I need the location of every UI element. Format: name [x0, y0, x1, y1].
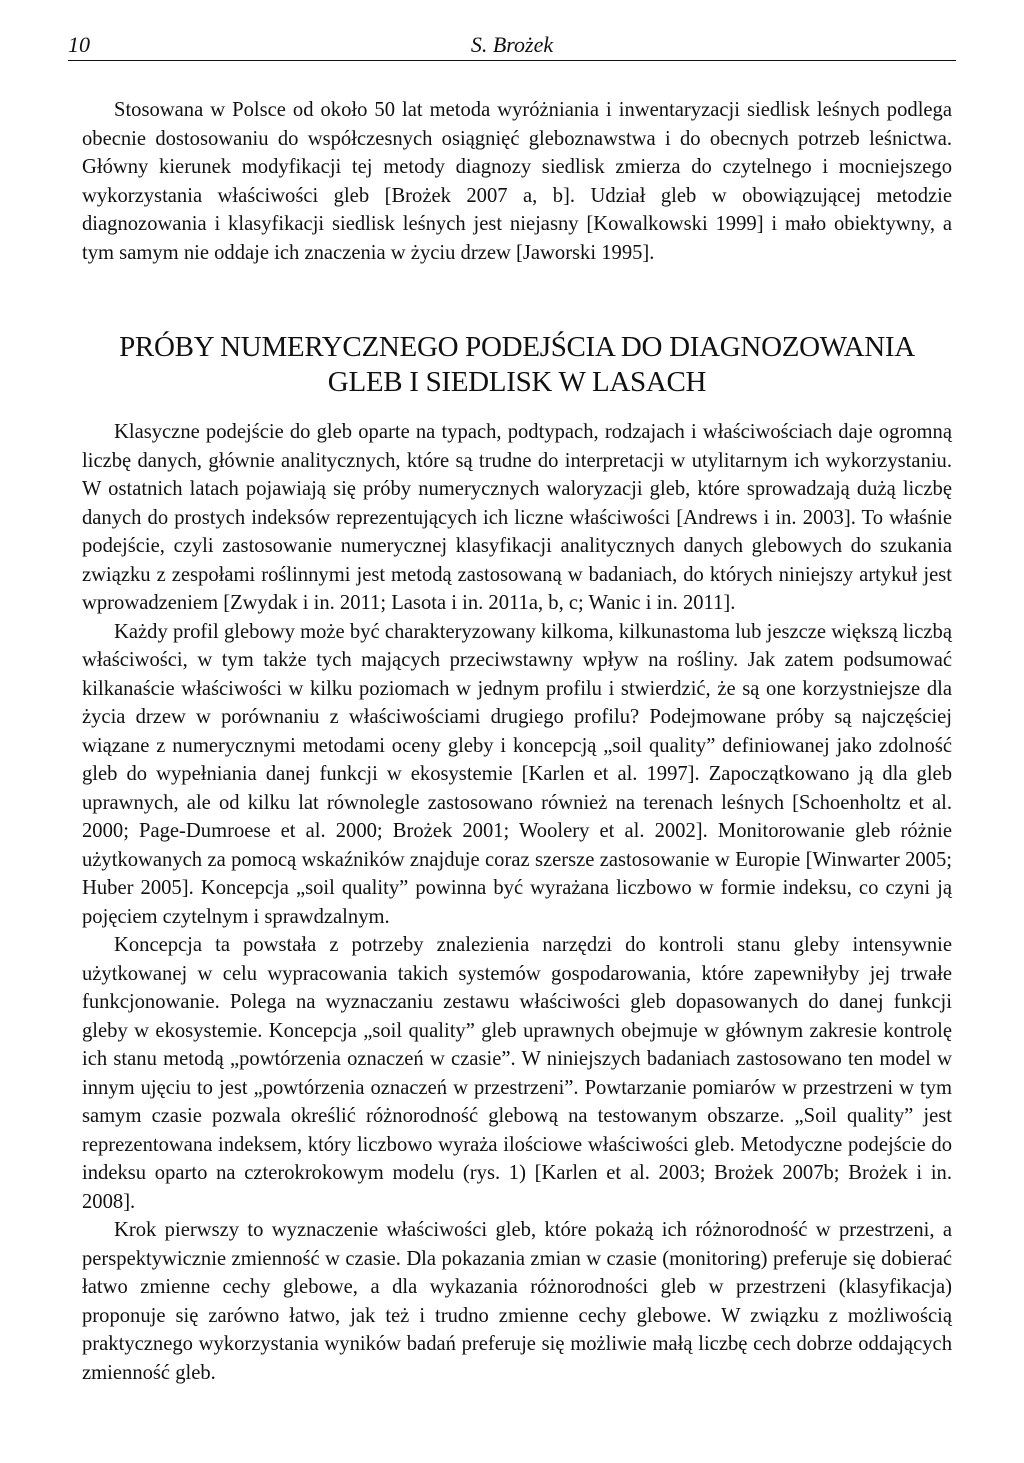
running-header [68, 26, 956, 61]
section-heading [82, 330, 952, 400]
page-number: 10 [68, 32, 90, 57]
running-author: S. Brożek [470, 32, 554, 57]
section-heading-line-2: GLEB I SIEDLISK W LASACH [327, 366, 707, 398]
intro-paragraph: Stosowana w Polsce od około 50 lat metoda wyróżniania i inwentaryzacji siedlisk leśnych podlega obecnie dostosowaniu do współczesnych osiągnięć gleboznawstwa i do obecnych potrzeb leśnictwa. Główny kierunek modyfikacji tej metody diagnozy siedlisk zmierza do czytelnego i mocniejszego wykorzystania właściwości gleb [Brożek 2007 a, b]. Udział gleb w obowiązującej metodzie diagnozowania i klasyfikacji siedlisk leśnych jest niejasny [Kowalkowski 1999] i mało obiektywny, a tym samym nie oddaje ich znaczenia w życiu drzew [Jaworski 1995]. [82, 99, 952, 264]
section-paragraph-3: Koncepcja ta powstała z potrzeby znalezienia narzędzi do kontroli stanu gleby intensywnie użytkowanej w celu wypracowania takich systemów gospodarowania, które zapewniłyby jej trwałe funkcjonowanie. Polega na wyznaczaniu zestawu właściwości gleb dopasowanych do danej funkcji gleby w ekosystemie. Koncepcja „soil quality” gleb uprawnych obejmuje w głównym zakresie kontrolę ich stanu metodą „powtórzenia oznaczeń w czasie”. W niniejszych badaniach zastosowano ten model w innym ujęciu to jest „powtórzenia oznaczeń w przestrzeni”. Powtarzanie pomiarów w przestrzeni w tym samym czasie pozwala określić różnorodność glebową na testowanym obszarze. „Soil quality” jest reprezentowana indeksem, który liczbowo wyraża ilościowe właściwości gleb. Metodyczne podejście do indeksu oparto na czterokrokowym modelu (rys. 1) [Karlen et al. 2003; Brożek 2007b; Brożek i in. 2008]. [82, 934, 952, 1213]
section-heading-line-1: PRÓBY NUMERYCZNEGO PODEJŚCIA DO DIAGNOZOWANIA [119, 331, 915, 363]
section-paragraph-2: Każdy profil glebowy może być charakteryzowany kilkoma, kilkunastoma lub jeszcze większą liczbą właściwości, w tym także tych mających przeciwstawny wpływ na rośliny. Jak zatem podsumować kilkanaście właściwości w kilku poziomach w jednym profilu i stwierdzić, że są one korzystniejsze dla życia drzew w porównaniu z właściwościami drugiego profilu? Podejmowane próby są najczęściej wiązane z numerycznymi metodami oceny gleby i koncepcją „soil quality” definiowanej jako zdolność gleb do wypełniania danej funkcji w ekosystemie [Karlen et al. 1997]. Zapoczątkowano ją dla gleb uprawnych, ale od kilku lat równolegle zastosowano również na terenach leśnych [Schoenholtz et al. 2000; Page-Dumroese et al. 2000; Brożek 2001; Woolery et al. 2002]. Monitorowanie gleb różnie użytkowanych za pomocą wskaźników znajduje coraz szersze zastosowanie w Europie [Winwarter 2005; Huber 2005]. Koncepcja „soil quality” powinna być wyrażana liczbowo w formie indeksu, co czyni ją pojęciem czytelnym i sprawdzalnym. [82, 620, 952, 928]
section-body [82, 418, 952, 1387]
intro-block [82, 96, 952, 267]
section-paragraph-4: Krok pierwszy to wyznaczenie właściwości gleb, które pokażą ich różnorodność w przestrzeni, a perspektywicznie zmienność w czasie. Dla pokazania zmian w czasie (monitoring) preferuje się dobierać łatwo zmienne cechy glebowe, a dla wykazania różnorodności gleb w przestrzeni (klasyfikacja) proponuje się zarówno łatwo, jak też i trudno zmienne cechy glebowe. W związku z możliwością praktycznego wykorzystania wyników badań preferuje się możliwie małą liczbę cech dobrze oddających zmienność gleb. [82, 1219, 952, 1384]
section-paragraph-1: Klasyczne podejście do gleb oparte na typach, podtypach, rodzajach i właściwościach daje ogromną liczbę danych, głównie analitycznych, które są trudne do interpretacji w utylitarnym ich wykorzystaniu. W ostatnich latach pojawiają się próby numerycznych waloryzacji gleb, które sprowadzają dużą liczbę danych do prostych indeksów reprezentujących ich liczne właściwości [Andrews i in. 2003]. To właśnie podejście, czyli zastosowanie numerycznej klasyfikacji analitycznych danych glebowych do szukania związku z zespołami roślinnymi jest metodą zastosowaną w badaniach, do których niniejszy artykuł jest wprowadzeniem [Zwydak i in. 2011; Lasota i in. 2011a, b, c; Wanic i in. 2011]. [82, 421, 952, 614]
